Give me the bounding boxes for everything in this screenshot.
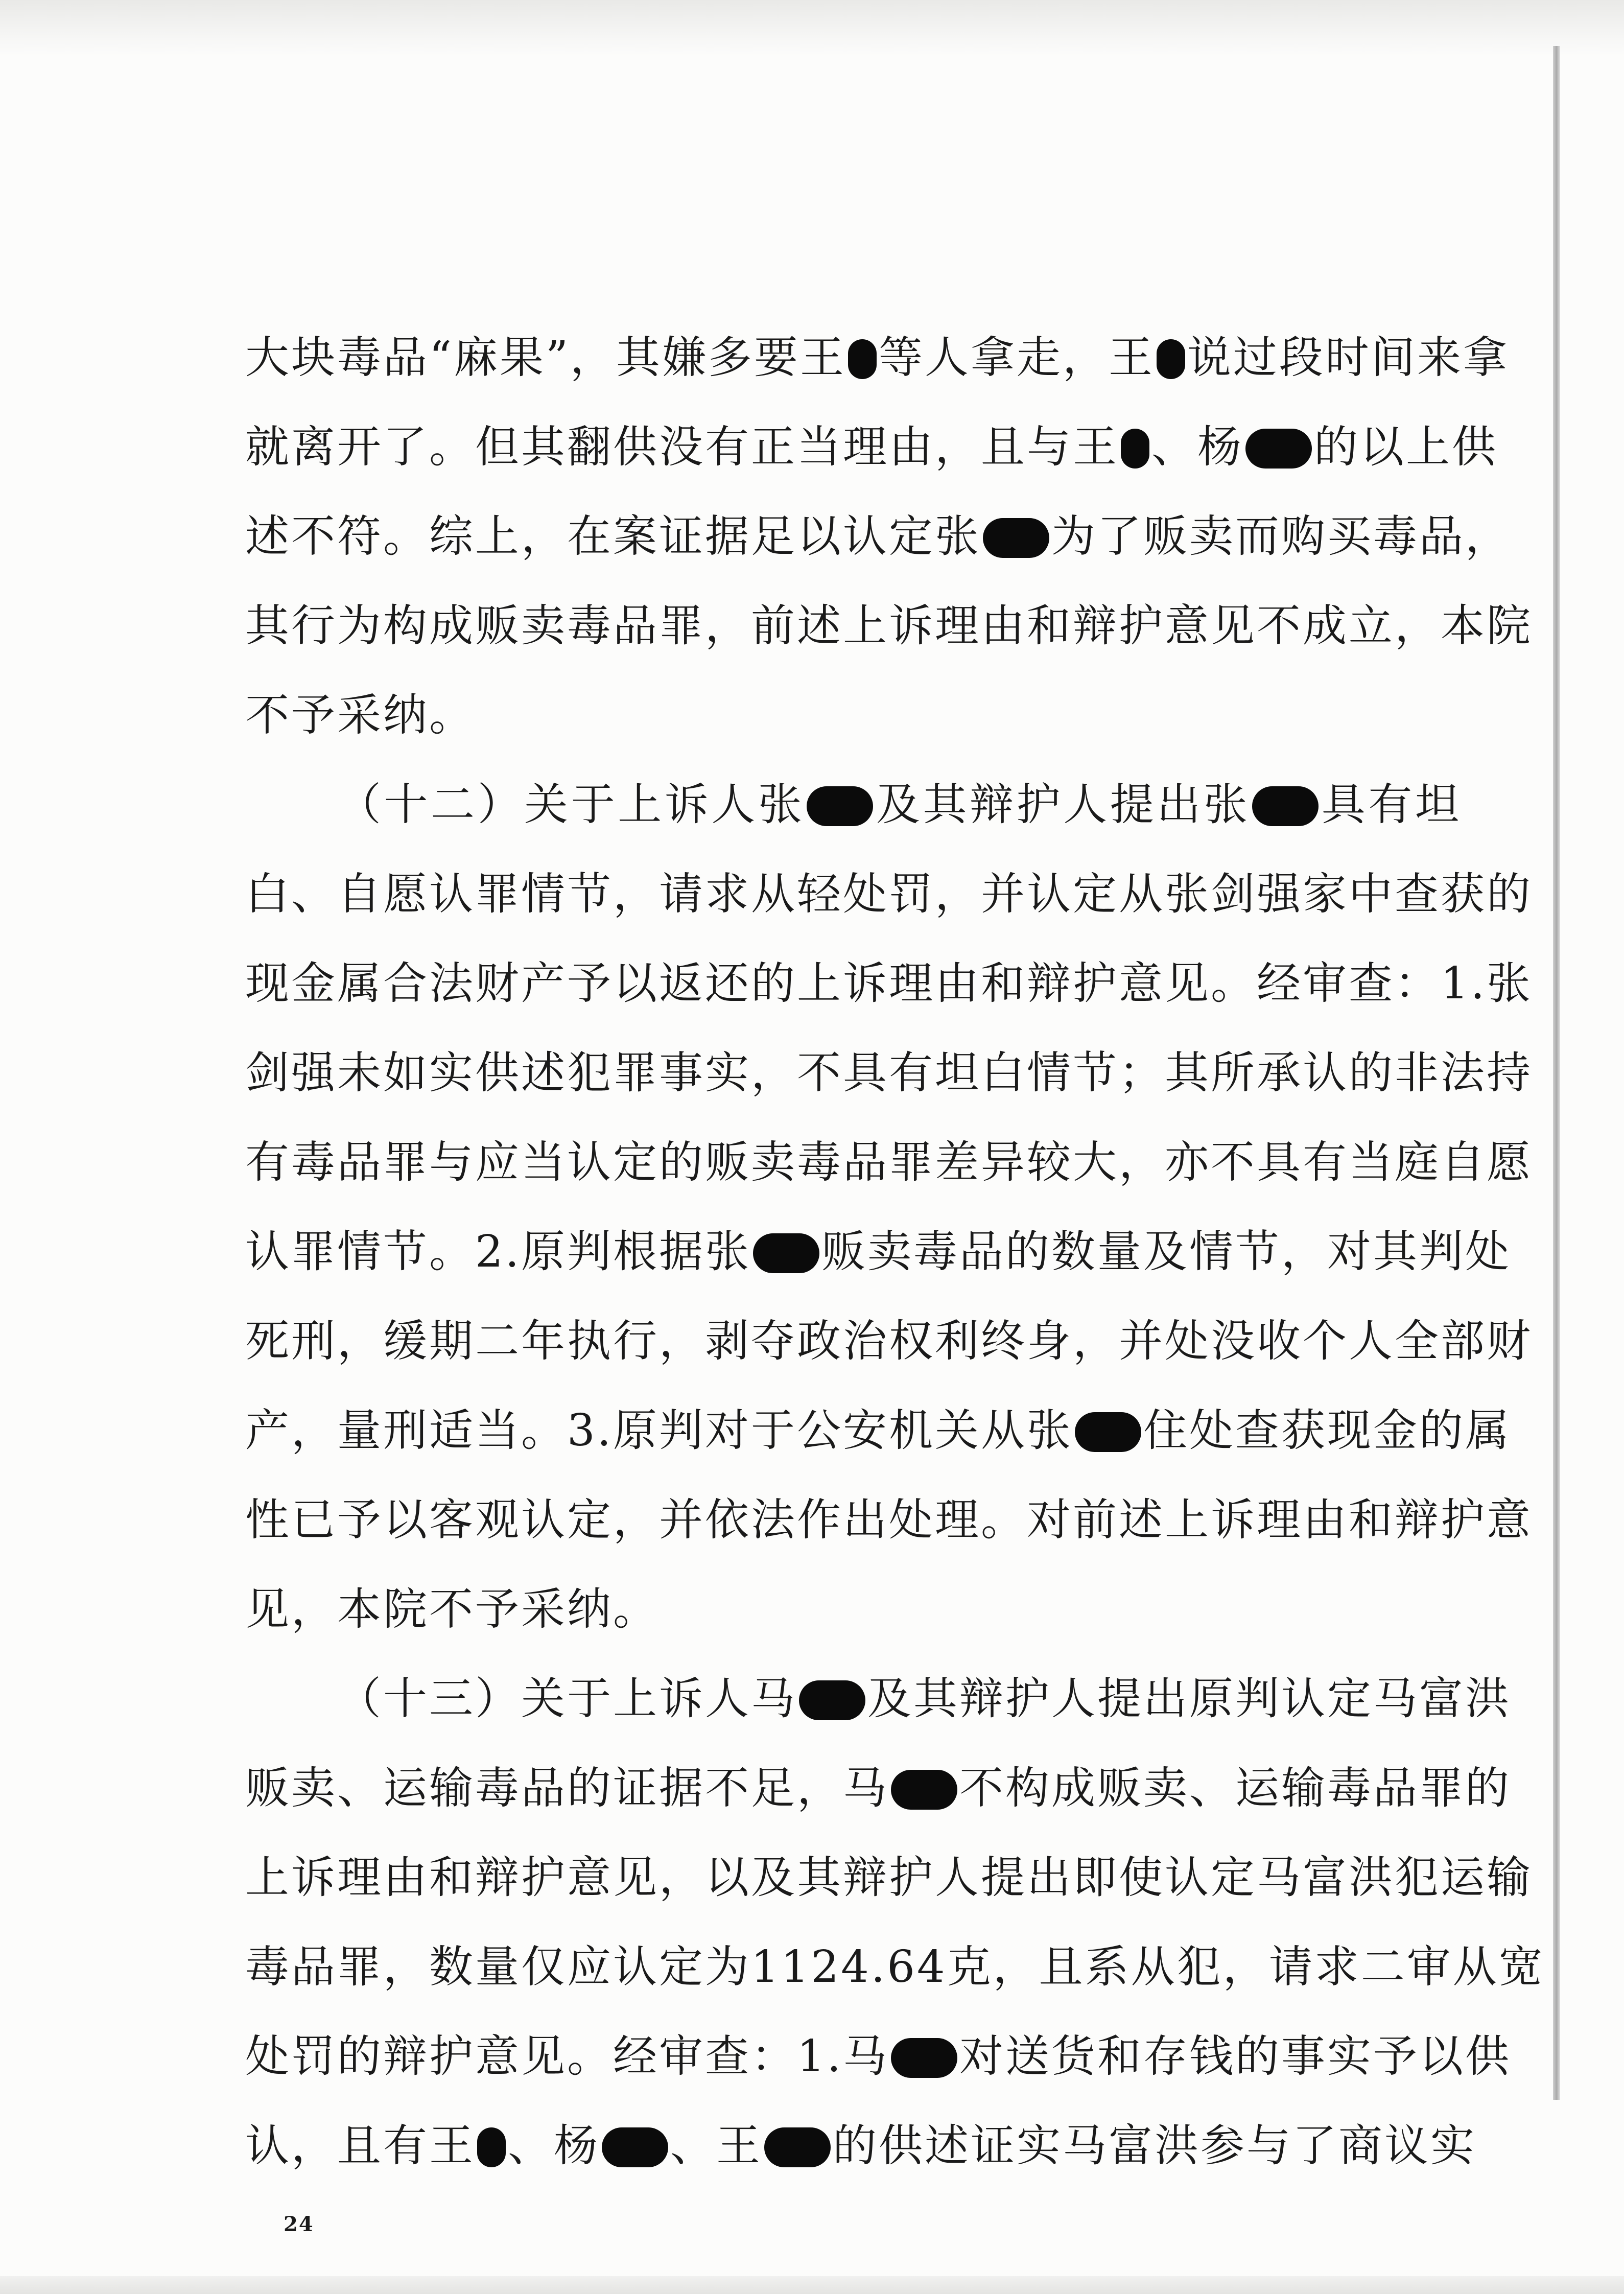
redaction-mark xyxy=(477,2127,506,2167)
text-line: （十二）关于上诉人张 及其辩护人提出张 具有坦 xyxy=(337,779,1462,830)
text-line: 有毒品罪与应当认定的贩卖毒品罪差异较大，亦不具有当庭自愿 xyxy=(245,1137,1533,1188)
redaction-mark xyxy=(1075,1412,1141,1452)
text-line: 产，量刑适当。3.原判对于公安机关从张 住处查获现金的属 xyxy=(245,1405,1512,1456)
text-line: 认罪情节。2.原判根据张 贩卖毒品的数量及情节，对其判处 xyxy=(245,1226,1512,1277)
text-line: 见，本院不予采纳。 xyxy=(245,1584,659,1635)
redaction-mark xyxy=(1157,339,1185,379)
text-line: 贩卖、运输毒品的证据不足，马 不构成贩卖、运输毒品罪的 xyxy=(245,1763,1511,1814)
redaction-mark xyxy=(799,1680,865,1720)
redaction-mark xyxy=(753,1233,819,1273)
text-line: 大块毒品“麻果”，其嫌多要王 等人拿走，王 说过段时间来拿 xyxy=(245,332,1509,383)
text-line: 白、自愿认罪情节，请求从轻处罚，并认定从张剑强家中查获的 xyxy=(245,869,1533,920)
redaction-mark xyxy=(848,339,877,379)
text-line: 其行为构成贩卖毒品罪，前述上诉理由和辩护意见不成立，本院 xyxy=(245,600,1533,651)
text-line: 上诉理由和辩护意见，以及其辩护人提出即使认定马富洪犯运输 xyxy=(245,1852,1533,1903)
text-line: 处罚的辩护意见。经审查：1.马 对送货和存钱的事实予以供 xyxy=(245,2031,1512,2082)
text-line: 死刑，缓期二年执行，剥夺政治权利终身，并处没收个人全部财 xyxy=(245,1316,1533,1367)
redaction-mark xyxy=(891,1770,957,1810)
text-line: 述不符。综上，在案证据足以认定张 为了贩卖而购买毒品， xyxy=(245,511,1511,562)
redaction-mark xyxy=(1245,429,1312,469)
text-line: 现金属合法财产予以返还的上诉理由和辩护意见。经审查：1.张 xyxy=(245,958,1533,1009)
redaction-mark xyxy=(1121,429,1149,469)
text-line: 认，且有王 、杨 、王 的供述证实马富洪参与了商议实 xyxy=(245,2120,1476,2171)
redaction-mark xyxy=(807,786,873,826)
scan-top-shadow xyxy=(0,0,1624,56)
redaction-mark xyxy=(1252,786,1319,826)
redaction-mark xyxy=(602,2127,668,2167)
redaction-mark xyxy=(891,2038,957,2078)
redaction-mark xyxy=(983,518,1049,558)
text-line: （十三）关于上诉人马 及其辩护人提出原判认定马富洪 xyxy=(337,1673,1511,1724)
text-line: 就离开了。但其翻供没有正当理由，且与王 、杨 的以上供 xyxy=(245,422,1498,473)
scan-bottom-edge xyxy=(0,2276,1624,2294)
text-line: 性已予以客观认定，并依法作出处理。对前述上诉理由和辩护意 xyxy=(245,1494,1533,1546)
redaction-mark xyxy=(764,2127,831,2167)
text-line: 剑强未如实供述犯罪事实，不具有坦白情节；其所承认的非法持 xyxy=(245,1047,1533,1098)
page-number: 24 xyxy=(284,2212,314,2236)
scan-right-edge xyxy=(1553,46,1560,2100)
text-line: 毒品罪，数量仅应认定为1124.64克，且系从犯，请求二审从宽 xyxy=(245,1941,1545,1993)
text-line: 不予采纳。 xyxy=(245,690,475,741)
